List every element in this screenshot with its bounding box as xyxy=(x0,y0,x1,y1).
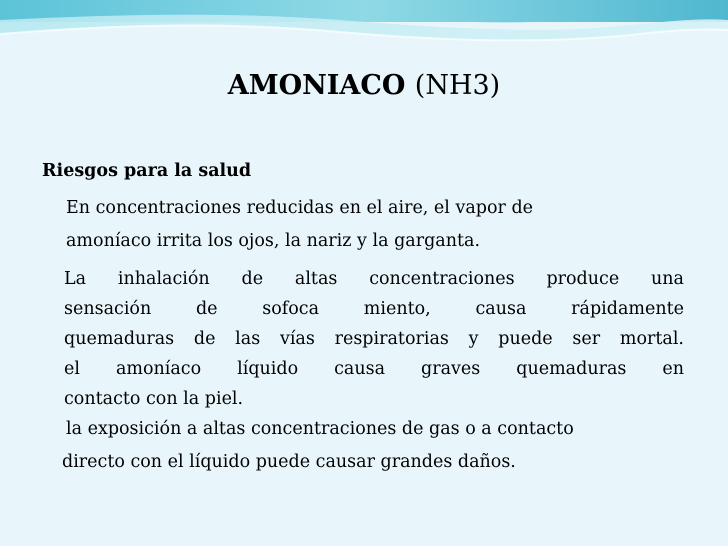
text-line-4: directo con el líquido puede causar grandes daños. xyxy=(62,452,516,472)
title-formula: (NH3) xyxy=(414,70,501,101)
wave-header-decoration xyxy=(0,0,728,60)
text-line-3: la exposición a altas concentraciones de gas o a contacto xyxy=(66,419,574,439)
slide-title xyxy=(0,70,728,101)
section-heading: Riesgos para la salud xyxy=(42,161,252,181)
para-line: quemaduras de las vías respiratorias y puede ser mortal. xyxy=(64,329,684,349)
para-line: el amoníaco líquido causa graves quemaduras en xyxy=(64,359,684,379)
para-line: sensación de sofoca miento, causa rápidamente xyxy=(64,299,684,319)
title-bold: AMONIACO xyxy=(227,70,406,101)
para-line: La inhalación de altas concentraciones produce una xyxy=(64,269,684,289)
justified-paragraph xyxy=(64,264,684,414)
text-line-2: amoníaco irrita los ojos, la nariz y la garganta. xyxy=(66,231,481,251)
text-line-1: En concentraciones reducidas en el aire, el vapor de xyxy=(66,198,533,218)
para-line: contacto con la piel. xyxy=(64,389,244,409)
